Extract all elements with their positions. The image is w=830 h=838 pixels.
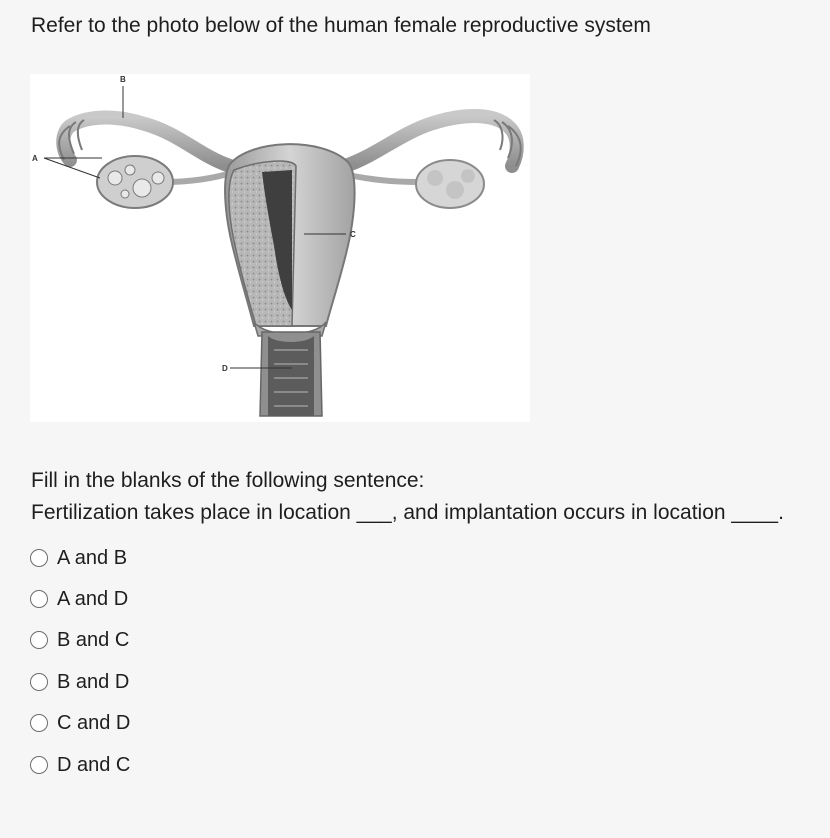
choice-label: C and D [57,712,131,735]
choice-b-and-c[interactable] [30,620,130,661]
choice-c-and-d[interactable] [30,703,130,744]
label-d: D [222,364,228,373]
question-prompt [31,465,784,529]
radio-button[interactable] [30,673,48,691]
label-a: A [32,154,38,163]
choice-label: A and B [57,546,128,569]
radio-button[interactable] [30,714,48,732]
question-title: Refer to the photo below of the human female reproductive system [31,14,651,37]
choice-label: A and D [57,588,129,611]
choice-a-and-d[interactable] [30,578,130,619]
prompt-sentence: Fertilization takes place in location ___, and implantation occurs in location ____. [31,501,784,524]
prompt-instruction: Fill in the blanks of the following sentence: [31,469,425,492]
radio-button[interactable] [30,631,48,649]
label-b: B [120,75,126,84]
choice-label: D and C [57,753,131,776]
reproductive-system-diagram [30,74,530,422]
right-fallopian-tube [345,116,517,166]
radio-button[interactable] [30,756,48,774]
radio-button[interactable] [30,590,48,608]
choice-b-and-d[interactable] [30,661,130,702]
choice-label: B and C [57,629,130,652]
choice-d-and-c[interactable] [30,744,130,785]
radio-button[interactable] [30,549,48,567]
choice-label: B and D [57,670,130,693]
label-c: C [350,230,356,239]
answer-choices [30,537,130,785]
choice-a-and-b[interactable] [30,537,130,578]
